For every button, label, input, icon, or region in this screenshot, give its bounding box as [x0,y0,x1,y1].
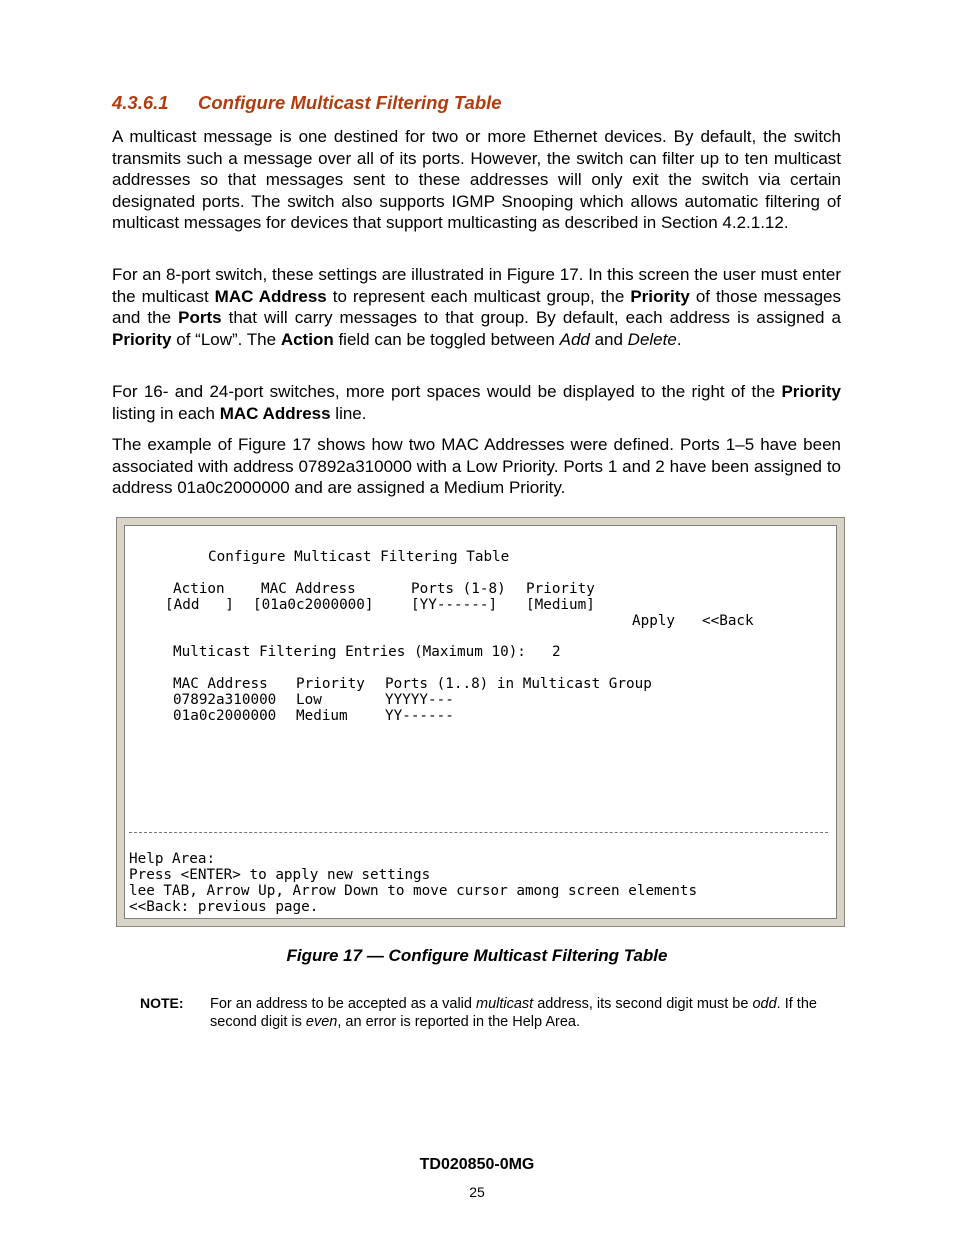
paragraph-3: For 16- and 24-port switches, more port spaces would be displayed to the right of the Priority listing in each MAC Address line. [112,382,841,423]
entries-label: Multicast Filtering Entries (Maximum 10): [173,644,526,660]
paragraph-4: The example of Figure 17 shows how two MAC Addresses were defined. Ports 1–5 have been associated with address 07892a310000 with a Low Priority. Ports 1 and 2 have been assigned to address 01a0c2000000 and are assigned a Medium Priority. [112,435,841,498]
help-line: Help Area: [129,851,216,867]
table-header-ports: Ports (1..8) in Multicast Group [385,676,652,692]
table-header-mac: MAC Address [173,676,268,692]
ports-field[interactable]: [YY------] [411,597,498,613]
table-cell-mac: 01a0c2000000 [173,708,277,724]
document-id: TD020850-0MG [419,1156,535,1173]
apply-button[interactable]: Apply [632,613,676,629]
terminal-screen [124,525,837,919]
back-button[interactable]: <<Back [702,613,754,629]
mac-address-label: MAC Address [261,581,356,597]
action-field[interactable]: [Add ] [165,597,234,613]
note-text: For an address to be accepted as a valid multicast address, its second digit must be odd. If the second digit is even, an error is reported in the Help Area. [210,996,817,1030]
table-cell-ports: YYYYY--- [385,692,454,708]
page-number: 25 [469,1184,485,1200]
entries-count: 2 [552,644,561,660]
table-cell-mac: 07892a310000 [173,692,277,708]
help-divider [129,832,828,833]
ports-label: Ports (1-8) [411,581,506,597]
help-line: <<Back: previous page. [129,899,319,915]
table-header-priority: Priority [296,676,365,692]
screen-title: Configure Multicast Filtering Table [208,549,510,565]
action-label: Action [173,581,225,597]
mac-address-field[interactable]: [01a0c2000000] [253,597,374,613]
section-title: Configure Multicast Filtering Table [198,92,502,113]
section-heading [112,92,502,114]
section-number: 4.3.6.1 [112,92,169,113]
paragraph-2: For an 8-port switch, these settings are illustrated in Figure 17. In this screen the user must enter the multicast MAC Address to represent each multicast group, the Priority of those messages and the Ports that will carry messages to that group. By default, each address is assigned a Priority of “Low”. The Action field can be toggled between Add and Delete. [112,265,842,349]
help-line: lee TAB, Arrow Up, Arrow Down to move cursor among screen elements [129,883,698,899]
table-cell-priority: Medium [296,708,348,724]
priority-label: Priority [526,581,595,597]
paragraph-1: A multicast message is one destined for two or more Ethernet devices. By default, the switch transmits such a message over all of its ports. However, the switch can filter up to ten multicast addresses so that messages sent to these addresses will only exit the switch via certain designated ports. The switch also supports IGMP Snooping which allows automatic filtering of multicast messages for devices that support multicasting as described in Section 4.2.1.12. [112,127,841,233]
table-cell-priority: Low [296,692,322,708]
terminal-screenshot-frame [116,517,845,927]
figure-caption: Figure 17 — Configure Multicast Filtering Table [286,946,668,965]
help-line: Press <ENTER> to apply new settings [129,867,431,883]
note-label: NOTE: [140,995,184,1011]
table-cell-ports: YY------ [385,708,454,724]
priority-field[interactable]: [Medium] [526,597,595,613]
